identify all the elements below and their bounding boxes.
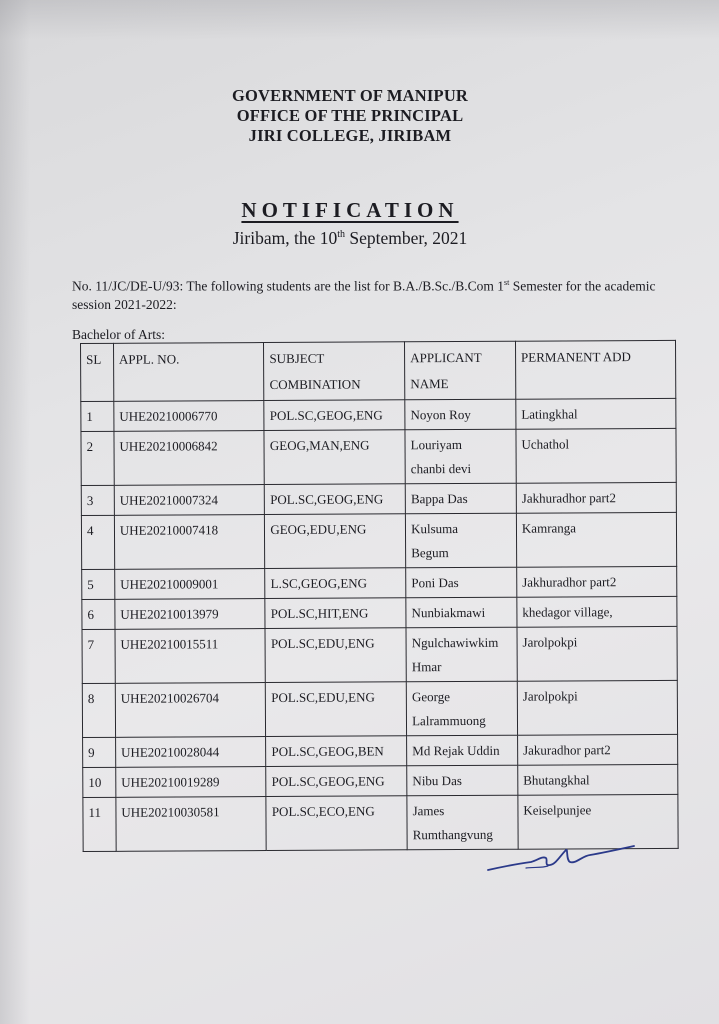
letterhead-line-office: OFFICE OF THE PRINCIPAL — [236, 106, 464, 125]
cell-permanent-address: Jakuradhor part2 — [517, 734, 677, 765]
notification-date — [150, 228, 550, 249]
intro-text-before: No. 11/JC/DE-U/93: The following students are the list for B.A./B.Sc./B.Com 1 — [72, 278, 504, 294]
cell-subject-combination: POL.SC,GEOG,ENG — [265, 484, 406, 515]
cell-permanent-address: Uchathol — [516, 428, 676, 483]
cell-applicant-name — [406, 681, 517, 736]
cell-sl: 11 — [83, 797, 116, 851]
table-row — [83, 764, 678, 797]
cell-applicant-name — [406, 567, 517, 598]
date-ordinal: th — [337, 229, 345, 241]
table-row — [82, 596, 677, 629]
cell-subject-combination: GEOG,MAN,ENG — [264, 430, 405, 485]
applicant-name-line1: Bappa Das — [410, 490, 468, 507]
section-label: Bachelor of Arts: — [72, 327, 165, 342]
cell-sl: 5 — [82, 569, 115, 599]
cell-applicant-name — [406, 597, 517, 628]
applicant-name-line1: James — [412, 803, 445, 819]
cell-permanent-address: Jarolpokpi — [517, 626, 677, 681]
cell-subject-combination: POL.SC,GEOG,BEN — [266, 736, 407, 767]
page-shadow-left — [0, 0, 30, 1024]
cell-sl: 2 — [81, 431, 114, 485]
header-name-line1: APPLICANT — [410, 349, 482, 366]
page-shadow-top — [0, 0, 719, 40]
cell-permanent-address: Jakhuradhor part2 — [517, 566, 677, 597]
header-subject-line1: SUBJECT — [269, 350, 325, 367]
student-list-table — [80, 340, 679, 852]
cell-permanent-address: Kamranga — [516, 512, 676, 567]
cell-subject-combination: POL.SC,ECO,ENG — [266, 796, 407, 851]
applicant-name-line1: Noyon Roy — [410, 406, 471, 423]
cell-appl-no: UHE20210019289 — [116, 767, 267, 798]
applicant-name-line1: Louriyam — [410, 437, 462, 453]
cell-applicant-name — [405, 429, 516, 484]
cell-appl-no: UHE20210007418 — [114, 515, 265, 570]
cell-applicant-name — [406, 513, 517, 568]
cell-permanent-address: khedagor village, — [517, 596, 677, 627]
cell-sl: 4 — [81, 515, 114, 569]
table-header-row — [81, 340, 676, 401]
cell-appl-no: UHE20210006770 — [114, 401, 265, 432]
table-row — [81, 512, 676, 569]
table-row — [82, 566, 677, 599]
table-row — [83, 734, 678, 767]
date-prefix: Jiribam, the 10 — [232, 228, 338, 248]
cell-appl-no: UHE20210013979 — [115, 599, 266, 630]
cell-sl: 10 — [83, 767, 116, 797]
applicant-name-line2: Hmar — [411, 659, 442, 675]
header-permanent-address: PERMANENT ADD — [515, 340, 675, 399]
table-row — [82, 626, 677, 683]
cell-appl-no: UHE20210007324 — [114, 485, 265, 516]
applicant-name-line1: George — [411, 689, 451, 705]
applicant-name-line2: Rumthangvung — [412, 826, 493, 843]
header-name-line2: NAME — [410, 376, 449, 392]
signature-icon — [486, 838, 636, 878]
cell-sl: 6 — [82, 599, 115, 629]
applicant-name-line1: Kulsuma — [411, 521, 459, 537]
table-body — [81, 398, 678, 851]
header-applicant-name — [405, 341, 516, 400]
cell-applicant-name — [405, 483, 516, 514]
cell-applicant-name — [405, 399, 516, 430]
notification-title: NOTIFICATION — [241, 198, 459, 222]
applicant-name-line1: Md Rejak Uddin — [412, 742, 500, 759]
table-row — [81, 398, 676, 431]
letterhead-line-college: JIRI COLLEGE, JIRIBAM — [248, 126, 452, 145]
cell-sl: 8 — [82, 683, 115, 737]
cell-appl-no: UHE20210009001 — [115, 569, 266, 600]
intro-ordinal: st — [503, 278, 510, 287]
letterhead-line-government: GOVERNMENT OF MANIPUR — [231, 86, 469, 105]
header-subject-combination — [264, 342, 405, 401]
applicant-name-line2: chanbi devi — [410, 460, 472, 477]
applicant-name-line1: Nunbiakmawi — [411, 604, 486, 621]
cell-applicant-name — [407, 735, 518, 766]
cell-subject-combination: POL.SC,GEOG,ENG — [264, 400, 405, 431]
applicant-name-line2: Begum — [411, 545, 449, 561]
cell-subject-combination: POL.SC,HIT,ENG — [265, 598, 406, 629]
applicant-name-line1: Ngulchawiwkim — [411, 634, 499, 651]
notification-intro — [72, 274, 662, 314]
cell-appl-no: UHE20210028044 — [115, 737, 266, 768]
cell-permanent-address: Jarolpokpi — [517, 680, 677, 735]
applicant-name-line2: Lalrammuong — [412, 712, 486, 729]
cell-subject-combination: L.SC,GEOG,ENG — [265, 568, 406, 599]
cell-sl: 3 — [81, 485, 114, 515]
header-subject-line2: COMBINATION — [269, 376, 361, 393]
cell-permanent-address: Bhutangkhal — [518, 764, 678, 795]
table-row — [81, 428, 676, 485]
cell-appl-no: UHE20210006842 — [114, 431, 265, 486]
header-sl: SL — [81, 343, 114, 401]
cell-applicant-name — [406, 627, 517, 682]
cell-subject-combination: POL.SC,EDU,ENG — [265, 628, 406, 683]
cell-appl-no: UHE20210030581 — [116, 797, 267, 852]
header-appl-no: APPL. NO. — [113, 343, 264, 402]
letterhead — [150, 86, 550, 146]
cell-permanent-address: Keiselpunjee — [518, 794, 678, 849]
date-suffix: September, 2021 — [345, 228, 468, 248]
cell-sl: 9 — [83, 737, 116, 767]
cell-appl-no: UHE20210026704 — [115, 683, 266, 738]
applicant-name-line1: Nibu Das — [412, 773, 462, 789]
applicant-name-line1: Poni Das — [411, 575, 459, 591]
cell-sl: 1 — [81, 401, 114, 431]
cell-subject-combination: GEOG,EDU,ENG — [265, 514, 406, 569]
cell-subject-combination: POL.SC,GEOG,ENG — [266, 766, 407, 797]
cell-subject-combination: POL.SC,EDU,ENG — [266, 682, 407, 737]
cell-permanent-address: Latingkhal — [516, 398, 676, 429]
table-row — [82, 680, 677, 737]
cell-sl: 7 — [82, 629, 115, 683]
cell-appl-no: UHE20210015511 — [115, 629, 266, 684]
intro-text-after: Semester for the academic session 2021-2022: — [72, 278, 656, 312]
cell-applicant-name — [407, 765, 518, 796]
cell-permanent-address: Jakhuradhor part2 — [516, 482, 676, 513]
table-row — [81, 482, 676, 515]
